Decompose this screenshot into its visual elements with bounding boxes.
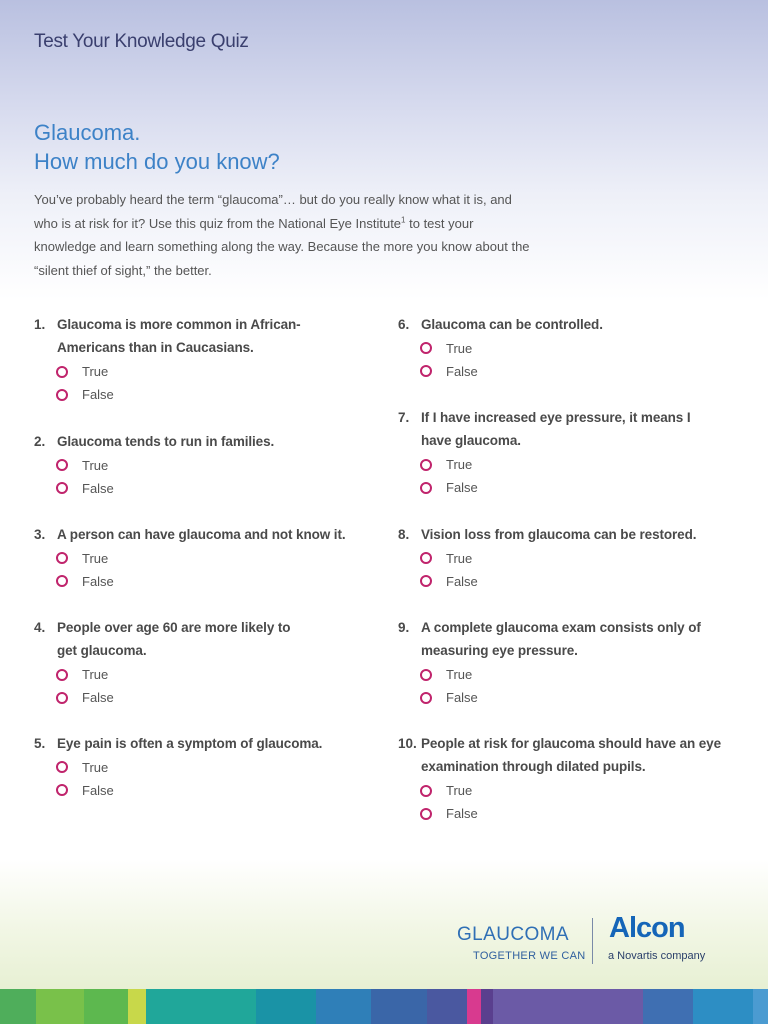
question-text: Glaucoma can be controlled. <box>421 317 603 332</box>
radio-button-icon[interactable] <box>56 459 68 471</box>
color-strip-segment <box>256 989 316 1024</box>
question-text: Eye pain is often a symptom of glaucoma. <box>57 736 323 751</box>
option-true[interactable] <box>56 546 374 569</box>
option-label: False <box>446 573 478 589</box>
option-false[interactable] <box>420 686 708 709</box>
option-true[interactable] <box>420 453 698 476</box>
radio-button-icon[interactable] <box>420 575 432 587</box>
option-label: True <box>82 364 109 379</box>
question-number: 7. <box>398 410 410 425</box>
option-label: False <box>82 480 114 496</box>
option-label: True <box>446 457 473 472</box>
glaucoma-tagline: TOGETHER WE CAN <box>473 950 586 962</box>
radio-button-icon[interactable] <box>420 669 432 681</box>
question-text: Glaucoma is more common in African-Americans than in Caucasians. <box>57 317 301 356</box>
option-true[interactable] <box>420 779 738 802</box>
option-true[interactable] <box>420 546 728 569</box>
option-true[interactable] <box>420 336 738 359</box>
option-label: True <box>446 340 473 356</box>
footnote-marker: 1 <box>401 215 406 225</box>
radio-button-icon[interactable] <box>56 784 68 796</box>
color-strip-segment <box>146 989 256 1024</box>
question-text: People over age 60 are more likely to get glaucoma. <box>57 620 291 659</box>
question-text: Glaucoma tends to run in families. <box>57 434 275 449</box>
question-10 <box>398 732 738 826</box>
radio-button-icon[interactable] <box>420 342 432 354</box>
radio-button-icon[interactable] <box>56 482 68 494</box>
question-2 <box>34 430 374 500</box>
color-strip-segment <box>427 989 467 1024</box>
title-line-2: How much do you know? <box>34 149 280 174</box>
option-true[interactable] <box>56 663 304 686</box>
option-true[interactable] <box>56 360 334 383</box>
option-false[interactable] <box>56 383 334 406</box>
decorative-color-strip <box>0 989 768 1024</box>
quiz-label: Test Your Knowledge Quiz <box>34 31 249 52</box>
color-strip-segment <box>753 989 768 1024</box>
question-9 <box>398 616 708 710</box>
question-number: 10. <box>398 736 417 751</box>
radio-button-icon[interactable] <box>420 808 432 820</box>
color-strip-segment <box>84 989 128 1024</box>
color-strip-segment <box>493 989 643 1024</box>
color-strip-segment <box>128 989 146 1024</box>
radio-button-icon[interactable] <box>56 575 68 587</box>
logo-divider <box>592 918 593 964</box>
radio-button-icon[interactable] <box>56 669 68 681</box>
question-8 <box>398 523 728 593</box>
option-label: True <box>82 667 109 682</box>
option-label: True <box>446 667 473 682</box>
option-label: False <box>446 363 478 379</box>
question-3 <box>34 523 374 593</box>
radio-button-icon[interactable] <box>420 785 432 797</box>
question-number: 2. <box>34 434 46 449</box>
alcon-logo: Alcon <box>609 912 685 944</box>
option-false[interactable] <box>56 779 374 802</box>
color-strip-segment <box>316 989 371 1024</box>
option-label: True <box>446 550 473 566</box>
radio-button-icon[interactable] <box>56 761 68 773</box>
question-number: 8. <box>398 527 410 542</box>
question-number: 1. <box>34 317 46 332</box>
question-5 <box>34 732 374 802</box>
question-4 <box>34 616 304 710</box>
option-label: False <box>82 782 114 798</box>
option-label: False <box>446 480 478 496</box>
question-text: A complete glaucoma exam consists only of measuring eye pressure. <box>421 620 701 659</box>
question-number: 4. <box>34 620 46 635</box>
question-6 <box>398 313 738 383</box>
question-text: People at risk for glaucoma should have an eye examination through dilated pupils. <box>421 736 722 775</box>
question-number: 9. <box>398 620 410 635</box>
color-strip-segment <box>0 989 36 1024</box>
option-label: False <box>446 806 478 822</box>
option-true[interactable] <box>420 663 708 686</box>
option-true[interactable] <box>56 453 374 476</box>
option-false[interactable] <box>56 477 374 500</box>
option-label: False <box>82 690 114 706</box>
color-strip-segment <box>467 989 481 1024</box>
option-false[interactable] <box>420 360 738 383</box>
intro-paragraph <box>34 188 534 282</box>
radio-button-icon[interactable] <box>56 389 68 401</box>
question-text: A person can have glaucoma and not know it. <box>57 527 346 542</box>
color-strip-segment <box>36 989 84 1024</box>
option-false[interactable] <box>56 570 374 593</box>
option-label: True <box>82 550 109 566</box>
option-false[interactable] <box>420 802 738 825</box>
intro-text-2: to test your knowledge and learn something along the way. Because the more you know about the “silent thief of sight,” the better. <box>34 215 530 278</box>
option-label: True <box>82 457 109 473</box>
question-number: 6. <box>398 317 410 332</box>
option-label: True <box>82 759 109 775</box>
radio-button-icon[interactable] <box>420 459 432 471</box>
option-label: False <box>82 387 114 403</box>
color-strip-segment <box>693 989 753 1024</box>
option-false[interactable] <box>56 686 304 709</box>
radio-button-icon[interactable] <box>420 365 432 377</box>
question-number: 5. <box>34 736 46 751</box>
option-false[interactable] <box>420 476 698 499</box>
radio-button-icon[interactable] <box>56 692 68 704</box>
color-strip-segment <box>481 989 493 1024</box>
question-7 <box>398 406 698 500</box>
radio-button-icon[interactable] <box>420 692 432 704</box>
radio-button-icon[interactable] <box>420 482 432 494</box>
color-strip-segment <box>371 989 427 1024</box>
option-label: True <box>446 783 473 798</box>
title-line-1: Glaucoma. <box>34 120 141 145</box>
glaucoma-logo: GLAUCOMA <box>457 924 569 945</box>
radio-button-icon[interactable] <box>420 552 432 564</box>
radio-button-icon[interactable] <box>56 552 68 564</box>
question-number: 3. <box>34 527 46 542</box>
radio-button-icon[interactable] <box>56 366 68 378</box>
novartis-subtitle: a Novartis company <box>608 950 706 962</box>
question-text: If I have increased eye pressure, it means I have glaucoma. <box>421 410 691 449</box>
intro-text-1: You’ve probably heard the term “glaucoma”… but do you really know what it is, and who is at risk for it? Use this quiz from the National Eye Institute <box>34 192 512 231</box>
page-title <box>34 118 280 176</box>
option-true[interactable] <box>56 755 374 778</box>
option-false[interactable] <box>420 570 728 593</box>
question-text: Vision loss from glaucoma can be restored. <box>421 527 697 542</box>
color-strip-segment <box>643 989 693 1024</box>
option-label: False <box>82 573 114 589</box>
option-label: False <box>446 690 478 706</box>
question-1 <box>34 313 334 407</box>
